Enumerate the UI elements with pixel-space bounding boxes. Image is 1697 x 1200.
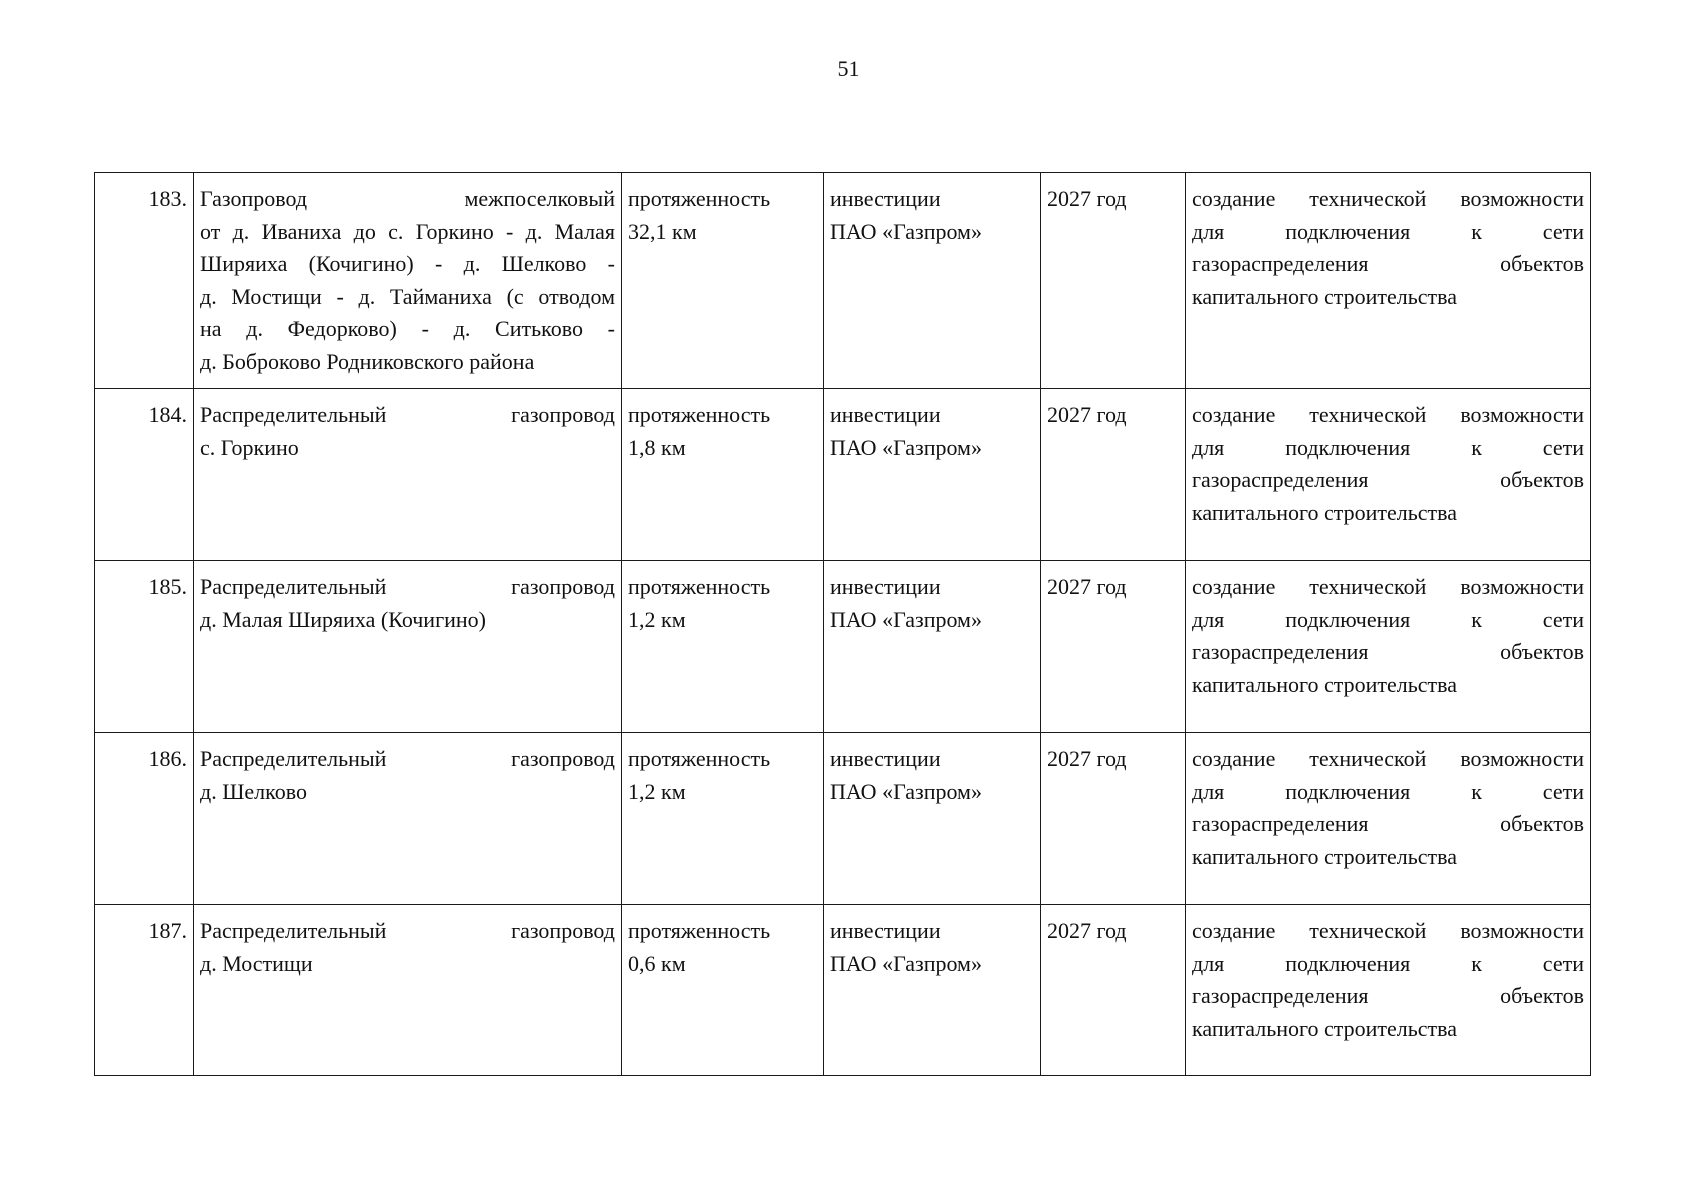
parameter-line: 32,1 км	[628, 218, 697, 244]
facility-name-line: д. Мостищи - д. Тайманиха (с отводом	[200, 283, 615, 309]
facility-name-line: Распределительный газопровод	[200, 574, 615, 599]
purpose	[1186, 733, 1591, 905]
parameter-line: протяженность	[628, 402, 771, 427]
completion-year: 2027 год	[1041, 389, 1186, 561]
facility-name-line: д. Малая Ширяиха (Кочигино)	[200, 606, 486, 632]
facility-name-line: д. Шелково	[200, 778, 307, 804]
funding-source	[824, 389, 1041, 561]
funding-source-line: инвестиции	[830, 746, 941, 771]
parameter-line: 1,2 км	[628, 606, 686, 632]
table-row	[95, 389, 1591, 561]
purpose-line: создание технической возможности	[1192, 574, 1584, 599]
funding-source	[824, 733, 1041, 905]
purpose-line: для подключения к сети	[1192, 950, 1584, 976]
purpose-line: капитального строительства	[1192, 843, 1458, 869]
funding-source-line: инвестиции	[830, 918, 941, 943]
purpose-line: газораспределения объектов	[1192, 983, 1584, 1008]
parameter-line: протяженность	[628, 574, 771, 599]
funding-source-line: ПАО «Газпром»	[830, 950, 982, 976]
purpose-line: для подключения к сети	[1192, 606, 1584, 632]
purpose	[1186, 173, 1591, 389]
facility-name	[194, 561, 622, 733]
parameter-line: протяженность	[628, 186, 771, 211]
facility-name	[194, 733, 622, 905]
facility-parameter	[622, 173, 824, 389]
facility-name-line: Газопровод межпоселковый	[200, 186, 615, 211]
facility-name-line: на д. Федорково) - д. Ситьково -	[200, 316, 615, 341]
funding-source-line: ПАО «Газпром»	[830, 218, 982, 244]
purpose-line: создание технической возможности	[1192, 918, 1584, 943]
facility-name-line: Распределительный газопровод	[200, 746, 615, 771]
facility-name	[194, 389, 622, 561]
facility-name	[194, 905, 622, 1076]
facility-name-line: Ширяиха (Кочигино) - д. Шелково -	[200, 251, 615, 276]
purpose-line: для подключения к сети	[1192, 434, 1584, 460]
table-row	[95, 733, 1591, 905]
facility-parameter	[622, 733, 824, 905]
table-body	[95, 173, 1591, 1076]
parameter-line: протяженность	[628, 918, 771, 943]
purpose-line: газораспределения объектов	[1192, 811, 1584, 836]
row-number: 185.	[95, 561, 194, 733]
facility-name	[194, 173, 622, 389]
facility-name-line: от д. Иваниха до с. Горкино - д. Малая	[200, 218, 615, 244]
purpose-line: для подключения к сети	[1192, 778, 1584, 804]
facility-parameter	[622, 389, 824, 561]
completion-year: 2027 год	[1041, 173, 1186, 389]
facility-name-line: с. Горкино	[200, 434, 299, 460]
purpose	[1186, 561, 1591, 733]
page-number: 51	[837, 56, 860, 81]
completion-year: 2027 год	[1041, 561, 1186, 733]
funding-source-line: ПАО «Газпром»	[830, 778, 982, 804]
row-number: 187.	[95, 905, 194, 1076]
purpose-line: капитального строительства	[1192, 283, 1458, 309]
table-row	[95, 173, 1591, 389]
funding-source	[824, 561, 1041, 733]
funding-source	[824, 173, 1041, 389]
purpose-line: газораспределения объектов	[1192, 639, 1584, 664]
purpose	[1186, 905, 1591, 1076]
purpose-line: для подключения к сети	[1192, 218, 1584, 244]
purpose	[1186, 389, 1591, 561]
purpose-line: создание технической возможности	[1192, 402, 1584, 427]
completion-year: 2027 год	[1041, 905, 1186, 1076]
purpose-line: газораспределения объектов	[1192, 467, 1584, 492]
purpose-line: газораспределения объектов	[1192, 251, 1584, 276]
purpose-line: создание технической возможности	[1192, 746, 1584, 771]
facility-parameter	[622, 905, 824, 1076]
completion-year: 2027 год	[1041, 733, 1186, 905]
facility-name-line: Распределительный газопровод	[200, 402, 615, 427]
purpose-line: капитального строительства	[1192, 671, 1458, 697]
funding-source	[824, 905, 1041, 1076]
funding-source-line: ПАО «Газпром»	[830, 606, 982, 632]
facility-name-line: д. Боброково Родниковского района	[200, 348, 535, 374]
funding-source-line: инвестиции	[830, 574, 941, 599]
funding-source-line: инвестиции	[830, 402, 941, 427]
funding-source-line: ПАО «Газпром»	[830, 434, 982, 460]
purpose-line: создание технической возможности	[1192, 186, 1584, 211]
parameter-line: протяженность	[628, 746, 771, 771]
facility-name-line: д. Мостищи	[200, 950, 313, 976]
table-row	[95, 905, 1591, 1076]
parameter-line: 1,8 км	[628, 434, 686, 460]
facilities-table	[94, 172, 1591, 1076]
row-number: 186.	[95, 733, 194, 905]
parameter-line: 0,6 км	[628, 950, 686, 976]
purpose-line: капитального строительства	[1192, 499, 1458, 525]
facility-name-line: Распределительный газопровод	[200, 918, 615, 943]
parameter-line: 1,2 км	[628, 778, 686, 804]
row-number: 184.	[95, 389, 194, 561]
facility-parameter	[622, 561, 824, 733]
purpose-line: капитального строительства	[1192, 1015, 1458, 1041]
funding-source-line: инвестиции	[830, 186, 941, 211]
row-number: 183.	[95, 173, 194, 389]
table-row	[95, 561, 1591, 733]
